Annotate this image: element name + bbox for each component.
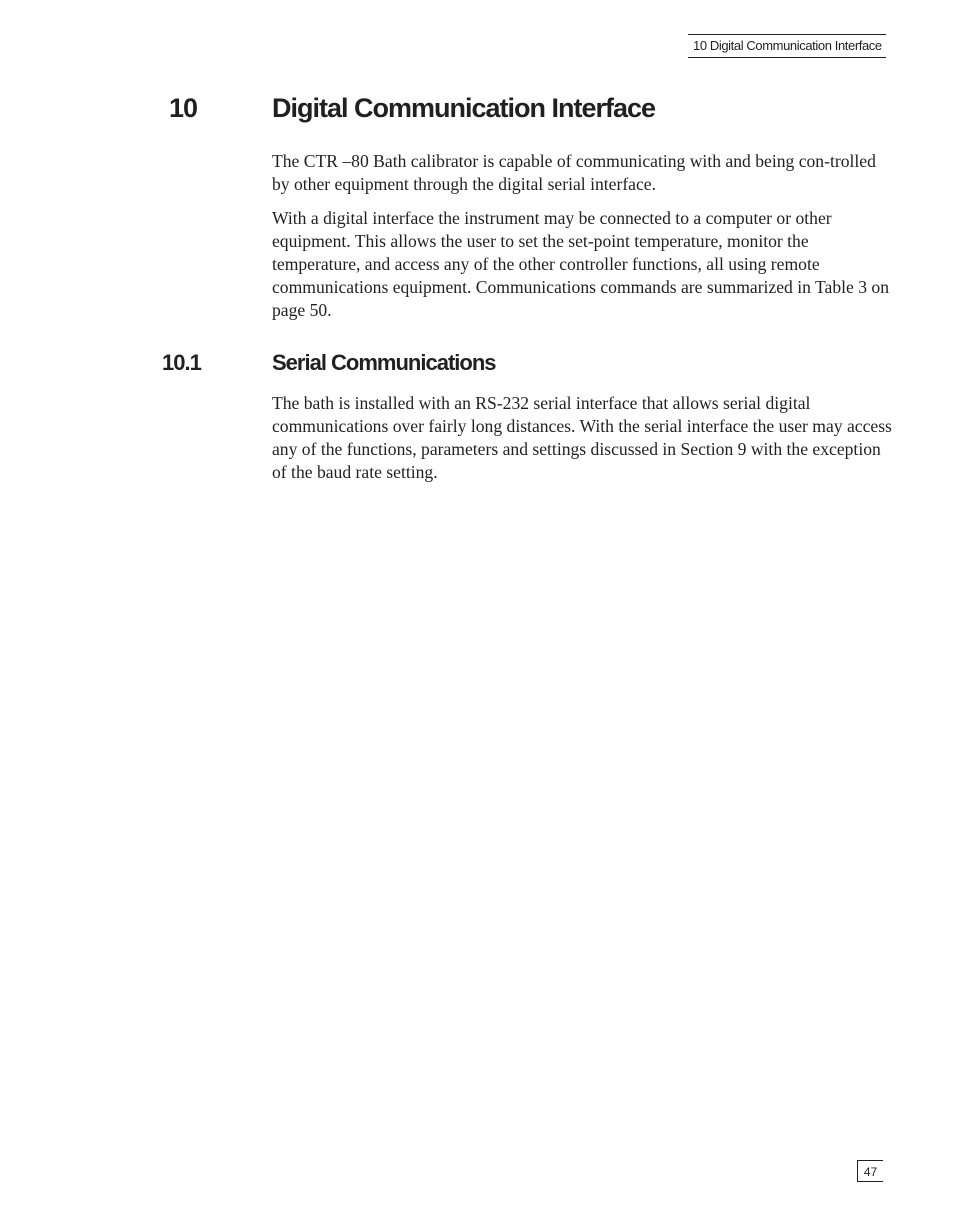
- section-paragraph-2: With a digital interface the instrument may be connected to a computer or other equipment. This allows the user to set the set-point temperature, monitor the temperature, and access any of the other controller functions, all using remote communications equipment. Communications commands are summarized in Table 3 on page 50.: [272, 208, 890, 320]
- section-title: Digital Communication Interface: [272, 93, 656, 123]
- subsection-paragraph-1: The bath is installed with an RS-232 serial interface that allows serial digital communications over fairly long distances. With the serial interface the user may access any of the functions, parameters and settings discussed in Section 9 with the exception of the baud rate setting.: [272, 393, 892, 482]
- page-number: 47: [857, 1160, 883, 1182]
- section-number: 10: [169, 93, 198, 123]
- subsection-title: Serial Communications: [272, 350, 496, 375]
- subsection-number: 10.1: [162, 350, 201, 375]
- running-header: 10 Digital Communication Interface: [688, 34, 886, 58]
- section-paragraph-1: The CTR –80 Bath calibrator is capable of communicating with and being con-trolled by other equipment through the digital serial interface.: [272, 151, 876, 194]
